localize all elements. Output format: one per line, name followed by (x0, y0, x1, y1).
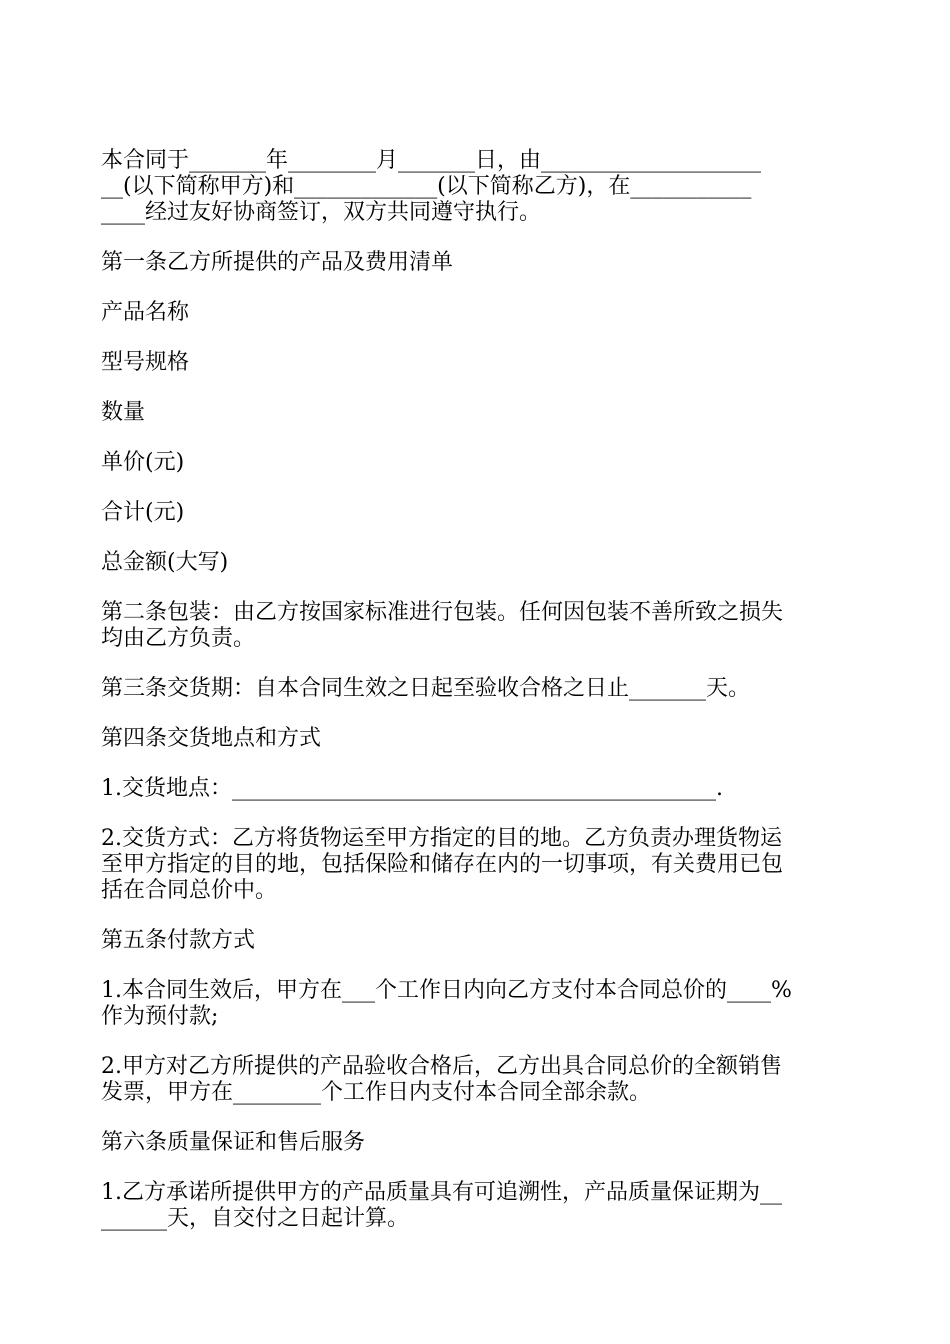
prepayment-clause: 1.本合同生效后，甲方在___个工作日内向乙方支付本合同总价的____% 作为预付款; (101, 978, 792, 1029)
final-payment-clause: 2.甲方对乙方所提供的产品验收合格后，乙方出具合同总价的全额销售 发票，甲方在________个工作日内支付本合同全部余款。 (101, 1054, 782, 1105)
article-3-delivery-period: 第三条交货期：自本合同生效之日起至验收合格之日止_______天。 (101, 676, 751, 701)
article-5-heading: 第五条付款方式 (101, 928, 256, 953)
contract-preamble: 本合同于_______年________月_______日，由____________________ __(以下简称甲方)和_____________(以下简称乙方)，在___________ ____经过友好协商签订，双方共同遵守执行。 (101, 148, 762, 225)
field-subtotal: 合计(元) (101, 500, 185, 525)
document-body (101, 148, 853, 1232)
field-model-spec: 型号规格 (101, 350, 190, 375)
delivery-method-clause: 2.交货方式：乙方将货物运至甲方指定的目的地。乙方负责办理货物运 至甲方指定的目的地，包括保险和储存在内的一切事项，有关费用已包 括在合同总价中。 (101, 826, 784, 903)
warranty-clause: 1.乙方承诺所提供甲方的产品质量具有可追溯性，产品质量保证期为__ ______天，自交付之日起计算。 (101, 1180, 782, 1231)
article-2-packaging: 第二条包装：由乙方按国家标准进行包装。任何因包装不善所致之损失 均由乙方负责。 (101, 600, 784, 651)
article-6-heading: 第六条质量保证和售后服务 (101, 1130, 366, 1155)
field-total-amount: 总金额(大写) (101, 550, 229, 575)
article-1-heading: 第一条乙方所提供的产品及费用清单 (101, 250, 454, 275)
field-quantity: 数量 (101, 400, 146, 425)
field-product-name: 产品名称 (101, 300, 190, 325)
delivery-location-clause: 1.交货地点：____________________________________________. (101, 776, 723, 801)
article-4-heading: 第四条交货地点和方式 (101, 726, 322, 751)
field-unit-price: 单价(元) (101, 450, 185, 475)
